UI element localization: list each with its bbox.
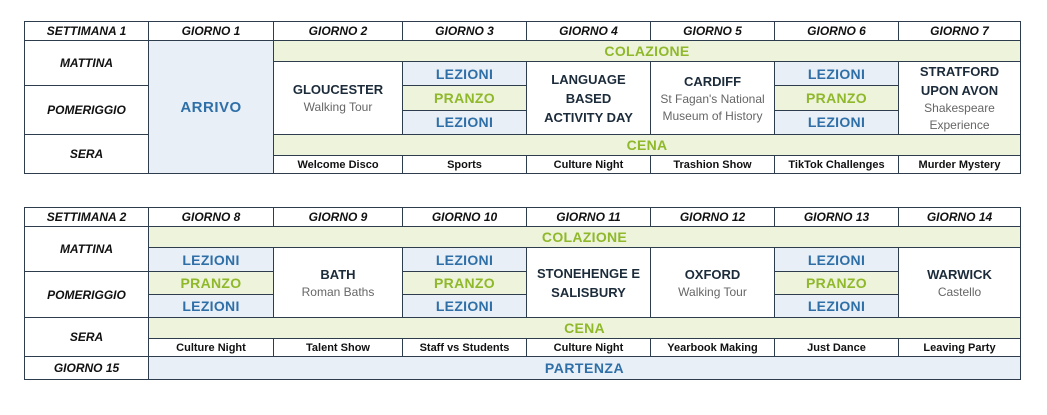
lunch-cell: PRANZO (403, 272, 527, 295)
breakfast-cell: COLAZIONE (274, 41, 1021, 62)
trip-subtitle-line: St Fagan's National (660, 91, 765, 106)
day-header: GIORNO 10 (403, 208, 527, 227)
breakfast-cell: COLAZIONE (149, 227, 1021, 248)
evening-activity: Leaving Party (899, 339, 1021, 357)
trip-cell-bath (274, 248, 403, 318)
trip-subtitle: Walking Tour (678, 284, 747, 299)
dinner-cell: CENA (149, 318, 1021, 339)
trip-title-line: SALISBURY (551, 284, 626, 300)
week2-header-row (25, 208, 1021, 227)
lunch-cell: PRANZO (775, 86, 899, 111)
trip-cell-warwick (899, 248, 1021, 318)
day-header: GIORNO 3 (403, 22, 527, 41)
evening-activity: Welcome Disco (274, 156, 403, 174)
evening-activity: Culture Night (527, 156, 651, 174)
lesson-cell: LEZIONI (403, 62, 527, 86)
lunch-cell: PRANZO (403, 86, 527, 111)
row-label-evening: SERA (25, 135, 149, 174)
activity-day-cell (527, 62, 651, 135)
lesson-cell: LEZIONI (403, 248, 527, 272)
lesson-cell: LEZIONI (775, 295, 899, 318)
last-day-label: GIORNO 15 (25, 357, 149, 380)
lesson-cell: LEZIONI (403, 110, 527, 135)
trip-cell-oxford (651, 248, 775, 318)
row-label-afternoon: POMERIGGIO (25, 86, 149, 135)
evening-activity: TikTok Challenges (775, 156, 899, 174)
trip-cell-stratford (899, 62, 1021, 135)
week2-row (25, 248, 1021, 272)
week-label: SETTIMANA 1 (25, 22, 149, 41)
week2-row (25, 295, 1021, 296)
row-label-morning: MATTINA (25, 41, 149, 86)
lesson-cell: LEZIONI (775, 110, 899, 135)
trip-subtitle: Castello (937, 284, 982, 299)
trip-subtitle: Walking Tour (303, 100, 373, 114)
trip-cell-stonehenge (527, 248, 651, 318)
trip-cell-cardiff (651, 62, 775, 135)
evening-activity: Staff vs Students (403, 339, 527, 357)
trip-cell-gloucester (274, 62, 403, 135)
arrival-cell: ARRIVO (149, 41, 274, 174)
trip-title-line: UPON AVON (920, 83, 999, 98)
day-header: GIORNO 5 (651, 22, 775, 41)
week-label: SETTIMANA 2 (25, 208, 149, 227)
lunch-cell: PRANZO (149, 272, 274, 295)
trip-subtitle: Roman Baths (301, 284, 375, 299)
trip-title: CARDIFF (683, 73, 742, 89)
day-header: GIORNO 11 (527, 208, 651, 227)
evening-activity: Sports (403, 156, 527, 174)
week1-row (25, 41, 1021, 62)
trip-subtitle-line: Museum of History (662, 108, 763, 123)
evening-activity: Talent Show (274, 339, 403, 357)
lesson-cell: LEZIONI (775, 62, 899, 86)
trip-subtitle-line: Shakespeare (924, 101, 995, 115)
lesson-cell: LEZIONI (149, 248, 274, 272)
evening-activity: Culture Night (149, 339, 274, 357)
row-label-afternoon: POMERIGGIO (25, 272, 149, 318)
week2-departure-row (25, 357, 1021, 380)
trip-title: WARWICK (927, 266, 992, 282)
lesson-cell: LEZIONI (775, 248, 899, 272)
day-header: GIORNO 9 (274, 208, 403, 227)
lesson-cell: LEZIONI (403, 295, 527, 318)
row-label-morning: MATTINA (25, 227, 149, 272)
day-header: GIORNO 1 (149, 22, 274, 41)
trip-title-line: STONEHENGE E (536, 265, 641, 281)
day-header: GIORNO 6 (775, 22, 899, 41)
trip-title: BATH (320, 266, 356, 282)
week2-row (25, 272, 1021, 295)
trip-title: OXFORD (684, 266, 741, 282)
evening-activity: Just Dance (775, 339, 899, 357)
trip-subtitle-line: Experience (929, 118, 990, 132)
day-header: GIORNO 13 (775, 208, 899, 227)
trip-title-line: STRATFORD (919, 64, 1000, 79)
dinner-cell: CENA (274, 135, 1021, 156)
trip-title: GLOUCESTER (292, 82, 384, 97)
day-header: GIORNO 4 (527, 22, 651, 41)
day-header: GIORNO 7 (899, 22, 1021, 41)
day-header: GIORNO 8 (149, 208, 274, 227)
row-label-evening: SERA (25, 318, 149, 357)
week2-schedule-table (24, 207, 1021, 380)
day-header: GIORNO 14 (899, 208, 1021, 227)
evening-activity: Culture Night (527, 339, 651, 357)
evening-activity: Trashion Show (651, 156, 775, 174)
lunch-cell: PRANZO (775, 272, 899, 295)
evening-activity: Murder Mystery (899, 156, 1021, 174)
day-header: GIORNO 12 (651, 208, 775, 227)
week2-row (25, 318, 1021, 339)
week2-row (25, 227, 1021, 248)
trip-title-line: LANGUAGE BASED (551, 71, 626, 106)
trip-title-line: ACTIVITY DAY (544, 109, 633, 125)
week1-schedule-table (24, 21, 1021, 174)
evening-activity: Yearbook Making (651, 339, 775, 357)
departure-cell: PARTENZA (149, 357, 1021, 380)
day-header: GIORNO 2 (274, 22, 403, 41)
week1-header-row (25, 22, 1021, 41)
week2-row (25, 339, 1021, 357)
lesson-cell: LEZIONI (149, 295, 274, 318)
